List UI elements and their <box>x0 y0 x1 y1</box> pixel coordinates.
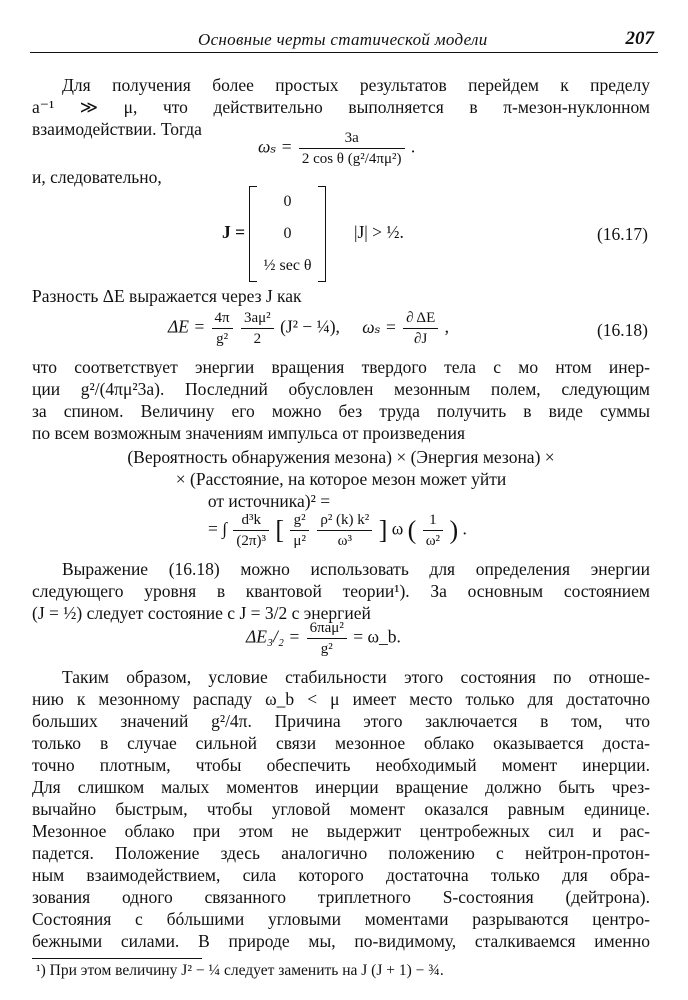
fraction-numerator: d³k <box>233 510 269 531</box>
left-bracket: [ <box>275 515 285 545</box>
eq-lhs: J = <box>222 222 246 243</box>
left-paren: ( <box>407 515 417 545</box>
running-header <box>30 28 658 53</box>
eq-lhs: ωₛ = <box>258 136 293 157</box>
fraction-numerator: ρ² (k) k² <box>317 510 372 531</box>
equation-number: (16.18) <box>596 320 648 340</box>
equation-omega-s <box>258 128 415 169</box>
right-paren: ) <box>449 515 459 545</box>
footnote: ¹) При этом величину J² − ¼ следует заменить на J (J + 1) − ¾. <box>36 962 444 979</box>
text-line: взаимодействии. Тогда <box>32 119 202 139</box>
fraction-numerator: 3a <box>299 128 405 149</box>
eq-lhs: ΔE₃/₂ = <box>246 626 301 647</box>
text-line: вычайно быстрым, чтобы угловой момент оказался равным единице. <box>32 799 650 819</box>
product-line: от источника)² = <box>207 491 331 511</box>
eq-omega-s: ωₛ = <box>362 316 397 337</box>
eq-bracket: (J² − ¼), <box>280 316 340 337</box>
eq-punct: . <box>462 518 467 539</box>
text-line: бежными силами. В природе мы, по-видимому, сталкиваемся именно <box>32 931 650 951</box>
text-line: (J = ½) следует состояние с J = 3/2 с энергией <box>32 603 371 623</box>
text-line: зования одного связанного триплетного S-состояния (дейтрона). <box>32 887 650 907</box>
text-line: Для получения более простых результатов перейдем к пределу <box>62 75 650 95</box>
text-line: за спином. Величину его можно без труда получить в виде суммы <box>32 401 650 421</box>
eq-lhs: ΔE = <box>168 316 206 337</box>
text-line: точно плотным, чтобы обеспечить необходимый момент инерции. <box>32 755 650 775</box>
fraction-denominator: ∂J <box>414 331 428 347</box>
fraction <box>290 510 309 551</box>
fraction <box>299 128 405 169</box>
text-line: Выражение (16.18) можно использовать для определения энергии <box>62 559 650 579</box>
text-line: Мезонное облако при этом не выдержит центробежных сил и рас- <box>32 821 650 841</box>
fraction-denominator: 2 cos θ (g²/4πμ²) <box>301 151 402 167</box>
matrix-entry: 0 <box>283 193 292 210</box>
text-line: больших значений g²/4π. Причина этого заключается в том, что <box>32 711 650 731</box>
running-title: Основные черты статической модели <box>198 30 488 49</box>
fraction-numerator: 4π <box>212 308 233 329</box>
fraction-denominator: g² <box>320 641 333 657</box>
text-line: по всем возможным значениям импульса от произведения <box>32 423 466 443</box>
fraction-denominator: ω³ <box>337 533 352 549</box>
equation-integral <box>208 510 467 551</box>
fraction-numerator: 6πaμ² <box>307 618 347 639</box>
text-line: Состояния с бóльшими угловыми моментами разрываются центро- <box>32 909 650 929</box>
fraction-denominator: μ² <box>293 533 306 549</box>
text-line: нию к мезонному распаду ω_b < μ имеет место только для достаточно <box>32 689 650 709</box>
fraction <box>212 308 233 349</box>
fraction <box>233 510 269 551</box>
fraction-denominator: ω² <box>425 533 441 549</box>
text-line: только в случае сильной связи мезонное облако оказывается доста- <box>32 733 650 753</box>
text-line: ции g²/(4πμ²3a). Последний обусловлен мезонным полем, следующим <box>32 379 650 399</box>
eq-rhs: = ω_b. <box>353 626 401 647</box>
fraction <box>307 618 347 659</box>
text-line: Для слишком малых моментов инерции вращение должно быть чрез- <box>32 777 650 797</box>
page-number: 207 <box>625 28 654 49</box>
fraction-numerator: 1 <box>423 510 443 531</box>
fraction-denominator: (2π)³ <box>236 533 266 549</box>
matrix-entry: 0 <box>283 225 292 242</box>
fraction <box>403 308 438 349</box>
equation-delta-e-b <box>246 618 401 659</box>
text-line: a⁻¹ ≫ μ, что действительно выполняется в π-мезон-нуклонном <box>32 97 650 117</box>
text-line: Таким образом, условие стабильности этого состояния по отноше- <box>62 667 650 687</box>
product-line: (Вероятность обнаружения мезона) × (Энергия мезона) × <box>127 447 555 467</box>
fraction-denominator: 2 <box>253 331 262 347</box>
text-line: следующего уровня в квантовой теории¹). За основным состоянием <box>32 581 650 601</box>
fraction-numerator: g² <box>290 510 309 531</box>
text-line: падется. Положение здесь аналогично положению с нейтрон-протон- <box>32 843 650 863</box>
equation-16-18 <box>168 308 449 349</box>
fraction-denominator: g² <box>216 331 229 347</box>
text-line: что соответствует энергии вращения твердого тела с мо нтом инер- <box>32 357 650 377</box>
fraction <box>317 510 372 551</box>
right-bracket: ] <box>378 515 388 545</box>
eq-punct: . <box>410 136 416 157</box>
eq-punct: , <box>444 316 449 337</box>
eq-omega: ω <box>391 518 404 539</box>
text-line: и, следовательно, <box>32 167 162 187</box>
equation-number: (16.17) <box>596 224 648 244</box>
fraction-numerator: 3aμ² <box>241 308 274 329</box>
footnote-rule <box>32 958 202 959</box>
equation-16-17 <box>222 186 404 282</box>
text-line: Разность ΔE выражается через J как <box>32 286 302 306</box>
column-matrix <box>249 186 325 282</box>
fraction <box>423 510 443 551</box>
fraction-numerator: ∂ ΔE <box>403 308 438 329</box>
product-line: × (Расстояние, на которое мезон может уйти <box>175 469 507 489</box>
integral-sign: = ∫ <box>208 518 228 539</box>
eq-condition: |J| > ½. <box>353 222 404 243</box>
text-line: ным взаимодействием, сила которого достаточна только для обра- <box>32 865 650 885</box>
fraction <box>241 308 274 349</box>
matrix-entry: ½ sec θ <box>263 257 312 274</box>
